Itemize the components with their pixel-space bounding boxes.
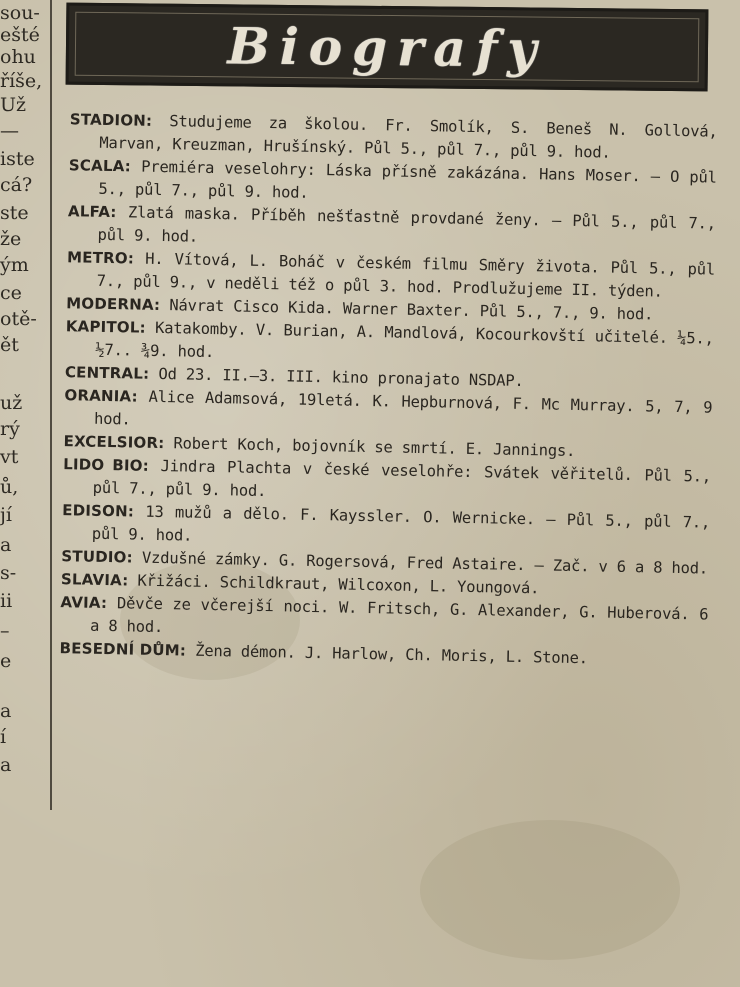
- fragment-text: a: [0, 534, 12, 556]
- listing-text: Křižáci. Schildkraut, Wilcoxon, L. Youngová.: [137, 571, 540, 598]
- listing-text: Katakomby. V. Burian, A. Mandlová, Kocourkovští učitelé. ¼5., ½7.. ¾9. hod.: [95, 318, 714, 362]
- listing-text: Děvče ze včerejší noci. W. Fritsch, G. Alexander, G. Huberová. 6 a 8 hod.: [89, 594, 709, 637]
- listing-text: Premiéra veselohry: Láska přísně zakázána. Hans Moser. — O půl 5., půl 7., půl 9. hod.: [98, 157, 717, 202]
- listing-text: Alice Adamsová, 19letá. K. Hepburnová, F. Mc Murray. 5, 7, 9 hod.: [93, 387, 713, 429]
- listing-text: Zlatá maska. Příběh nešťastně provdané ženy. — Půl 5., půl 7., půl 9. hod.: [97, 203, 717, 246]
- fragment-text: iste: [0, 148, 35, 170]
- cinema-name: EXCELSIOR:: [63, 432, 165, 453]
- fragment-text: a: [0, 754, 12, 776]
- fragment-text: ohu: [0, 46, 36, 68]
- fragment-text: ým: [0, 254, 29, 276]
- fragment-text: —: [0, 120, 19, 142]
- cinema-name: STADION:: [69, 110, 153, 130]
- listing-text: Žena démon. J. Harlow, Ch. Moris, L. Stone.: [195, 641, 589, 668]
- section-title: Biografy: [227, 15, 547, 79]
- listing-text: Vzdušné zámky. G. Rogersová, Fred Astaire. — Zač. v 6 a 8 hod.: [141, 548, 709, 578]
- cinema-name: ALFA:: [67, 202, 117, 222]
- cinema-name: LIDO BIO:: [62, 455, 150, 475]
- section-banner: [66, 3, 709, 92]
- fragment-text: Už: [0, 94, 27, 116]
- cinema-name: SCALA:: [68, 156, 132, 176]
- fragment-text: ět: [0, 334, 19, 356]
- fragment-text: e: [0, 650, 12, 672]
- listing-text: Od 23. II.—3. III. kino pronajato NSDAP.: [158, 364, 524, 390]
- cinema-name: AVIA:: [60, 593, 108, 613]
- cinema-name: METRO:: [66, 248, 135, 268]
- cinema-name: BESEDNÍ DŮM:: [59, 639, 187, 660]
- fragment-text: jí: [0, 504, 12, 526]
- fragment-text: ů,: [0, 476, 19, 498]
- banner-frame: [75, 12, 700, 83]
- fragment-text: cá?: [0, 174, 33, 196]
- cinema-listings: [47, 108, 717, 673]
- fragment-text: –: [0, 620, 10, 642]
- listing-text: Jindra Plachta v české veselohře: Svátek věřitelů. Půl 5., půl 7., půl 9. hod.: [92, 457, 712, 501]
- cinema-name: MODERNA:: [66, 294, 161, 314]
- fragment-text: otě-: [0, 308, 37, 330]
- fragment-text: ii: [0, 590, 13, 612]
- cinema-name: STUDIO:: [61, 547, 133, 567]
- fragment-text: a: [0, 700, 12, 722]
- cinema-name: EDISON:: [62, 501, 135, 521]
- fragment-text: í: [0, 726, 7, 748]
- listing-text: Studujeme za školou. Fr. Smolík, S. Beneš N. Gollová, Marvan, Kreuzman, Hrušínský. Půl 5., půl 7., půl 9. hod.: [99, 112, 718, 162]
- listing-text: Robert Koch, bojovník se smrtí. E. Jannings.: [173, 434, 576, 460]
- adjacent-column-fragment: [0, 0, 46, 987]
- fragment-text: ešté: [0, 24, 40, 46]
- fragment-text: už: [0, 392, 23, 414]
- cinema-name: CENTRAL:: [64, 363, 150, 383]
- cinema-name: SLAVIA:: [60, 570, 129, 590]
- fragment-text: rý: [0, 418, 20, 440]
- fragment-text: ce: [0, 282, 22, 304]
- fragment-text: že: [0, 228, 22, 250]
- fragment-text: ste: [0, 202, 29, 224]
- listing-text: 13 mužů a dělo. F. Kayssler. O. Wernicke. — Půl 5., půl 7., půl 9. hod.: [91, 502, 711, 545]
- fragment-text: říše,: [0, 70, 43, 92]
- paper-stain: [420, 820, 680, 960]
- fragment-text: vt: [0, 446, 19, 468]
- fragment-text: s-: [0, 562, 17, 584]
- listing-text: Návrat Cisco Kida. Warner Baxter. Půl 5., 7., 9. hod.: [169, 296, 654, 324]
- fragment-text: sou-: [0, 2, 40, 24]
- cinema-name: ORANIA:: [64, 386, 138, 406]
- cinema-name: KAPITOL:: [65, 317, 146, 337]
- listing-text: H. Vítová, L. Boháč v českém filmu Směry života. Půl 5., půl 7., půl 9., v neděli též o půl 3. hod. Prodlužujeme II. týden.: [96, 249, 716, 301]
